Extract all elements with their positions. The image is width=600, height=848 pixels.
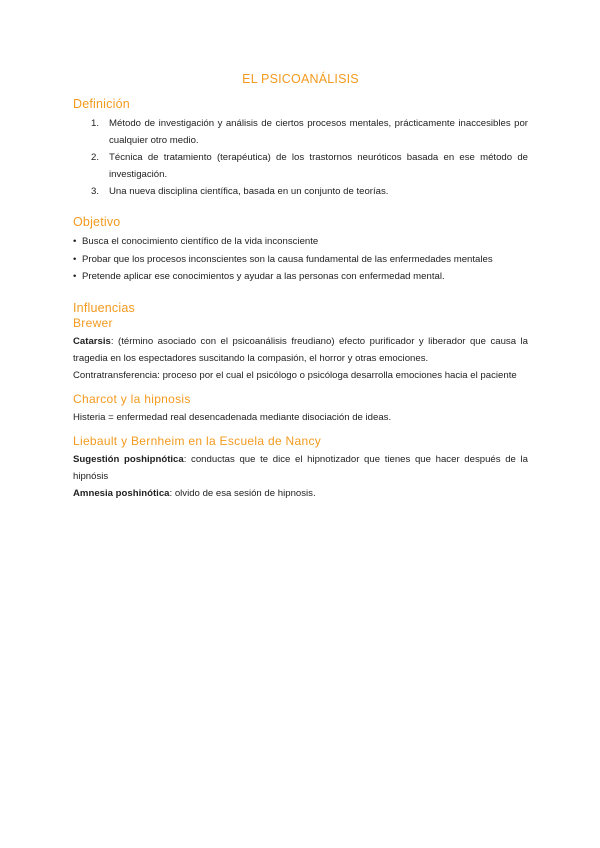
amnesia-text: : olvido de esa sesión de hipnosis.	[169, 487, 316, 499]
list-item	[73, 268, 528, 286]
bullet-icon: •	[73, 271, 77, 282]
document-title: EL PSICOANÁLISIS	[242, 72, 359, 86]
list-item-text: Busca el conocimiento científico de la vida inconsciente	[82, 236, 319, 247]
bullet-icon: •	[73, 236, 77, 247]
catarsis-paragraph	[73, 333, 528, 367]
list-number: 1.	[91, 118, 100, 129]
histeria-paragraph: Histeria = enfermedad real desencadenada mediante disociación de ideas.	[73, 411, 392, 423]
list-item	[73, 251, 528, 269]
sugestion-text: : conductas que te dice el hipnotizador que tienes que hacer después de la hipnósis	[73, 453, 529, 482]
bullet-icon: •	[73, 253, 77, 265]
heading-influencias: Influencias	[73, 300, 135, 315]
amnesia-paragraph	[73, 485, 528, 502]
list-item	[73, 233, 528, 251]
catarsis-text: : (término asociado con el psicoanálisis freudiano) efecto purificador y liberador que causa la tragedia en los espectadores suscitando la compasión, el horror y otras emociones.	[73, 335, 528, 364]
list-item-text: Técnica de tratamiento (terapéutica) de los trastornos neuróticos basada en ese método de investigación.	[109, 152, 528, 180]
heading-charcot: Charcot y la hipnosis	[73, 391, 191, 406]
sugestion-term: Sugestión poshipnótica	[73, 453, 184, 465]
heading-definicion: Definición	[73, 97, 130, 111]
amnesia-term: Amnesia poshinótica	[73, 487, 170, 499]
sugestion-paragraph	[73, 451, 528, 485]
heading-objetivo: Objetivo	[73, 215, 121, 229]
list-item	[73, 183, 528, 200]
heading-nancy: Liebault y Bernheim en la Escuela de Nancy	[73, 433, 322, 448]
catarsis-term: Catarsis	[73, 335, 111, 347]
list-item	[73, 149, 528, 183]
list-number: 3.	[91, 186, 100, 197]
list-item	[73, 115, 528, 149]
list-number: 2.	[91, 152, 100, 163]
list-item-text: Método de investigación y análisis de ciertos procesos mentales, prácticamente inaccesibles por cualquier otro medio.	[109, 118, 528, 146]
heading-brewer: Brewer	[73, 315, 113, 330]
list-item-text: Pretende aplicar ese conocimientos y ayudar a las personas con enfermedad mental.	[82, 271, 445, 282]
list-item-text: Probar que los procesos inconscientes son la causa fundamental de las enfermedades mentales	[82, 253, 493, 265]
contratransferencia-paragraph: Contratransferencia: proceso por el cual el psicólogo o psicóloga desarrolla emociones hacia el paciente	[73, 369, 517, 381]
list-item-text: Una nueva disciplina científica, basada en un conjunto de teorías.	[109, 186, 389, 197]
objetivo-list	[73, 233, 528, 286]
definicion-list	[73, 115, 528, 200]
